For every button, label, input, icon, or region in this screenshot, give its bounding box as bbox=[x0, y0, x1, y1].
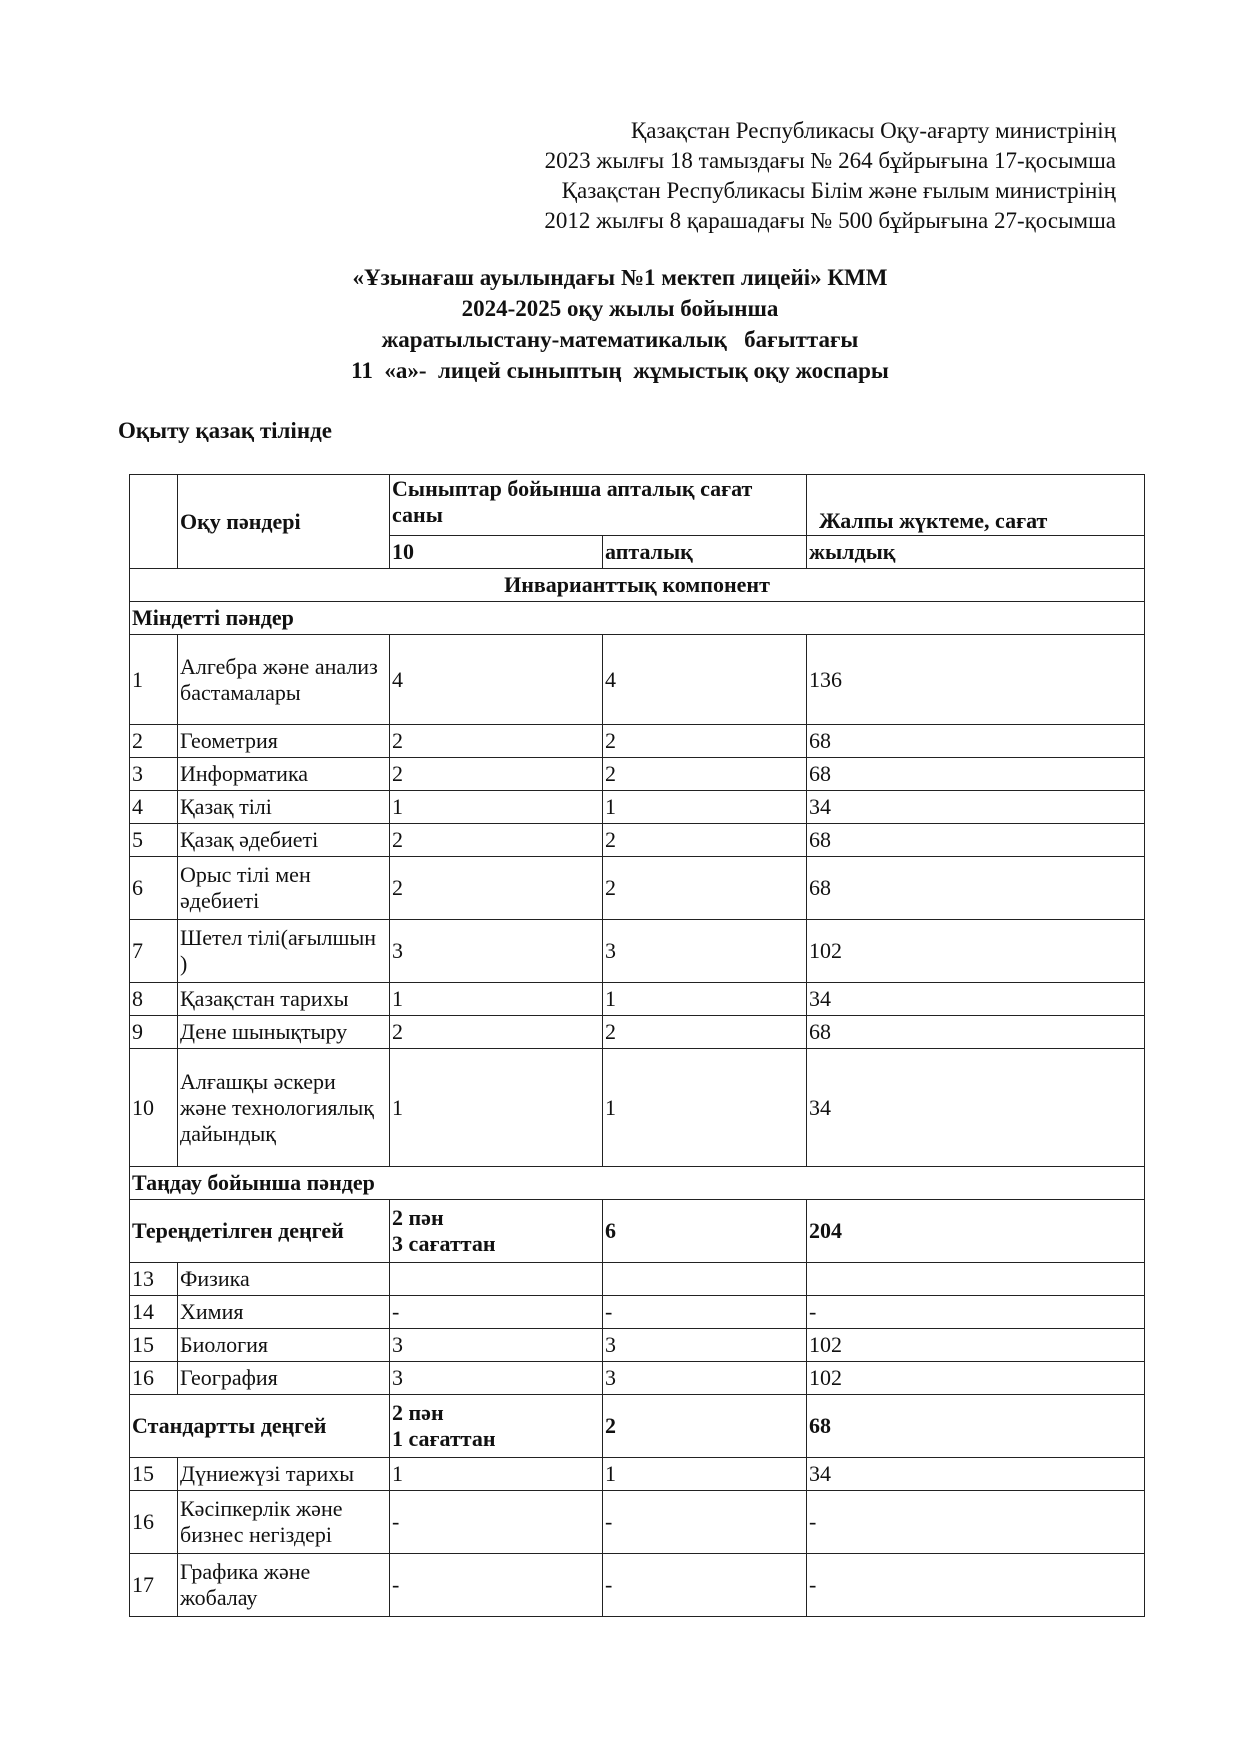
row-subject: Дене шынықтыру bbox=[178, 1016, 390, 1049]
mandatory-subjects-label: Міндетті пәндер bbox=[130, 602, 1145, 635]
row-yearly-hours: 68 bbox=[807, 824, 1145, 857]
row-number: 15 bbox=[130, 1329, 178, 1362]
standard-level-row-weekly: 2 bbox=[603, 1395, 807, 1458]
section-row-mandatory bbox=[130, 602, 1145, 635]
row-weekly-hours: 2 bbox=[603, 758, 807, 791]
row-weekly-hours: 1 bbox=[603, 791, 807, 824]
standard-level-row-grade-line2: 1 сағаттан bbox=[392, 1426, 496, 1451]
row-weekly-hours: 1 bbox=[603, 1049, 807, 1167]
header-weekly: апталық bbox=[603, 536, 807, 569]
table-row bbox=[130, 758, 1145, 791]
row-number: 15 bbox=[130, 1458, 178, 1491]
table-row bbox=[130, 857, 1145, 920]
row-subject: Алғашқы әскери және технологиялық дайындық bbox=[178, 1049, 390, 1167]
row-number: 5 bbox=[130, 824, 178, 857]
row-grade-hours: 4 bbox=[390, 635, 603, 725]
row-number: 14 bbox=[130, 1296, 178, 1329]
header-line-1: Қазақстан Республикасы Оқу-ағарту министрінің bbox=[630, 118, 1116, 143]
row-subject: Геометрия bbox=[178, 725, 390, 758]
row-yearly-hours: 136 bbox=[807, 635, 1145, 725]
instruction-language: Оқыту қазақ тілінде bbox=[118, 418, 332, 443]
row-subject: Қазақстан тарихы bbox=[178, 983, 390, 1016]
row-subject: Информатика bbox=[178, 758, 390, 791]
standard-level-row bbox=[130, 1395, 1145, 1458]
section-row-elective bbox=[130, 1167, 1145, 1200]
row-subject: Қазақ әдебиеті bbox=[178, 824, 390, 857]
row-yearly-hours: 68 bbox=[807, 1016, 1145, 1049]
row-number: 1 bbox=[130, 635, 178, 725]
row-yearly-hours: 102 bbox=[807, 920, 1145, 983]
advanced-level-row-weekly: 6 bbox=[603, 1200, 807, 1263]
advanced-level-row-grade bbox=[390, 1200, 603, 1263]
row-yearly-hours: - bbox=[807, 1554, 1145, 1617]
row-weekly-hours: - bbox=[603, 1296, 807, 1329]
title-line-4: 11 «а»- лицей сыныптың жұмыстық оқу жоспары bbox=[351, 358, 889, 383]
row-weekly-hours: 1 bbox=[603, 983, 807, 1016]
row-yearly-hours: - bbox=[807, 1491, 1145, 1554]
document-header bbox=[396, 116, 1116, 236]
row-grade-hours: 2 bbox=[390, 725, 603, 758]
row-grade-hours: 2 bbox=[390, 857, 603, 920]
row-weekly-hours: - bbox=[603, 1554, 807, 1617]
table-row bbox=[130, 1554, 1145, 1617]
row-subject: Қазақ тілі bbox=[178, 791, 390, 824]
row-number: 16 bbox=[130, 1491, 178, 1554]
row-grade-hours: 3 bbox=[390, 1362, 603, 1395]
row-subject: Кәсіпкерлік және бизнес негіздері bbox=[178, 1491, 390, 1554]
row-weekly-hours: 3 bbox=[603, 1362, 807, 1395]
table-row bbox=[130, 1016, 1145, 1049]
row-grade-hours: 2 bbox=[390, 1016, 603, 1049]
row-subject: Орыс тілі мен әдебиеті bbox=[178, 857, 390, 920]
row-number: 8 bbox=[130, 983, 178, 1016]
header-yearly: жылдық bbox=[807, 536, 1145, 569]
row-yearly-hours: 102 bbox=[807, 1329, 1145, 1362]
elective-subjects-label: Таңдау бойынша пәндер bbox=[130, 1167, 1145, 1200]
row-subject: Дүниежүзі тарихы bbox=[178, 1458, 390, 1491]
row-grade-hours: 2 bbox=[390, 824, 603, 857]
row-number: 2 bbox=[130, 725, 178, 758]
row-yearly-hours: 34 bbox=[807, 791, 1145, 824]
standard-level-row-label: Стандартты деңгей bbox=[130, 1395, 390, 1458]
row-weekly-hours bbox=[603, 1263, 807, 1296]
standard-level-row-grade-line1: 2 пән bbox=[392, 1400, 444, 1425]
row-number: 9 bbox=[130, 1016, 178, 1049]
standard-level-row-yearly: 68 bbox=[807, 1395, 1145, 1458]
table-row bbox=[130, 824, 1145, 857]
row-yearly-hours: 34 bbox=[807, 1049, 1145, 1167]
row-weekly-hours: 2 bbox=[603, 725, 807, 758]
row-weekly-hours: 2 bbox=[603, 824, 807, 857]
header-line-2: 2023 жылғы 18 тамыздағы № 264 бұйрығына 17-қосымша bbox=[544, 148, 1116, 173]
row-subject: Графика және жобалау bbox=[178, 1554, 390, 1617]
header-grade-10: 10 bbox=[390, 536, 603, 569]
row-yearly-hours: 102 bbox=[807, 1362, 1145, 1395]
table-header-row bbox=[130, 475, 1145, 536]
row-subject: География bbox=[178, 1362, 390, 1395]
row-grade-hours: 3 bbox=[390, 1329, 603, 1362]
row-subject: Алгебра және анализ бастамалары bbox=[178, 635, 390, 725]
table-row bbox=[130, 791, 1145, 824]
row-yearly-hours: 68 bbox=[807, 857, 1145, 920]
title-line-3: жаратылыстану-математикалық бағыттағы bbox=[381, 327, 859, 352]
row-grade-hours: 1 bbox=[390, 1458, 603, 1491]
advanced-level-row-grade-line1: 2 пән bbox=[392, 1205, 444, 1230]
table-row bbox=[130, 1362, 1145, 1395]
row-weekly-hours: 2 bbox=[603, 857, 807, 920]
row-number: 10 bbox=[130, 1049, 178, 1167]
row-grade-hours: - bbox=[390, 1554, 603, 1617]
row-number: 4 bbox=[130, 791, 178, 824]
table-row bbox=[130, 1458, 1145, 1491]
title-line-1: «Ұзынағаш ауылындағы №1 мектеп лицейі» КММ bbox=[352, 265, 888, 290]
row-yearly-hours: 68 bbox=[807, 758, 1145, 791]
document-title bbox=[0, 262, 1240, 386]
row-yearly-hours: 68 bbox=[807, 725, 1145, 758]
row-yearly-hours: 34 bbox=[807, 1458, 1145, 1491]
advanced-level-row-yearly: 204 bbox=[807, 1200, 1145, 1263]
row-weekly-hours: 3 bbox=[603, 1329, 807, 1362]
row-subject: Шетел тілі(ағылшын ) bbox=[178, 920, 390, 983]
section-row-invariant bbox=[130, 569, 1145, 602]
row-yearly-hours: - bbox=[807, 1296, 1145, 1329]
row-weekly-hours: 3 bbox=[603, 920, 807, 983]
header-subjects: Оқу пәндері bbox=[178, 475, 390, 569]
row-subject: Биология bbox=[178, 1329, 390, 1362]
advanced-level-row-grade-line2: 3 сағаттан bbox=[392, 1231, 496, 1256]
row-grade-hours: 1 bbox=[390, 791, 603, 824]
header-weekly-by-grade: Сыныптар бойынша апталық сағат саны bbox=[390, 475, 807, 536]
row-number: 3 bbox=[130, 758, 178, 791]
row-grade-hours bbox=[390, 1263, 603, 1296]
table-row bbox=[130, 1049, 1145, 1167]
row-yearly-hours bbox=[807, 1263, 1145, 1296]
advanced-level-row bbox=[130, 1200, 1145, 1263]
row-number: 16 bbox=[130, 1362, 178, 1395]
header-total-load: Жалпы жүктеме, сағат bbox=[807, 475, 1145, 536]
row-weekly-hours: 1 bbox=[603, 1458, 807, 1491]
advanced-level-row-label: Тереңдетілген деңгей bbox=[130, 1200, 390, 1263]
header-number-cell bbox=[130, 475, 178, 569]
row-grade-hours: 1 bbox=[390, 1049, 603, 1167]
table-row bbox=[130, 635, 1145, 725]
header-line-3: Қазақстан Республикасы Білім және ғылым министрінің bbox=[561, 178, 1116, 203]
row-subject: Физика bbox=[178, 1263, 390, 1296]
table-row bbox=[130, 983, 1145, 1016]
row-weekly-hours: - bbox=[603, 1491, 807, 1554]
curriculum-table bbox=[129, 474, 1145, 1617]
row-number: 7 bbox=[130, 920, 178, 983]
table-row bbox=[130, 725, 1145, 758]
title-line-2: 2024-2025 оқу жылы бойынша bbox=[461, 296, 779, 321]
invariant-component-label: Инварианттық компонент bbox=[130, 569, 1145, 602]
table-row bbox=[130, 920, 1145, 983]
standard-level-row-grade bbox=[390, 1395, 603, 1458]
row-number: 6 bbox=[130, 857, 178, 920]
header-line-4: 2012 жылғы 8 қарашадағы № 500 бұйрығына 27-қосымша bbox=[544, 208, 1116, 233]
row-grade-hours: 2 bbox=[390, 758, 603, 791]
row-weekly-hours: 2 bbox=[603, 1016, 807, 1049]
row-weekly-hours: 4 bbox=[603, 635, 807, 725]
row-grade-hours: - bbox=[390, 1491, 603, 1554]
table-row bbox=[130, 1263, 1145, 1296]
table-row bbox=[130, 1296, 1145, 1329]
table-row bbox=[130, 1491, 1145, 1554]
row-number: 13 bbox=[130, 1263, 178, 1296]
row-subject: Химия bbox=[178, 1296, 390, 1329]
row-grade-hours: 3 bbox=[390, 920, 603, 983]
table-row bbox=[130, 1329, 1145, 1362]
row-grade-hours: - bbox=[390, 1296, 603, 1329]
row-number: 17 bbox=[130, 1554, 178, 1617]
row-yearly-hours: 34 bbox=[807, 983, 1145, 1016]
row-grade-hours: 1 bbox=[390, 983, 603, 1016]
